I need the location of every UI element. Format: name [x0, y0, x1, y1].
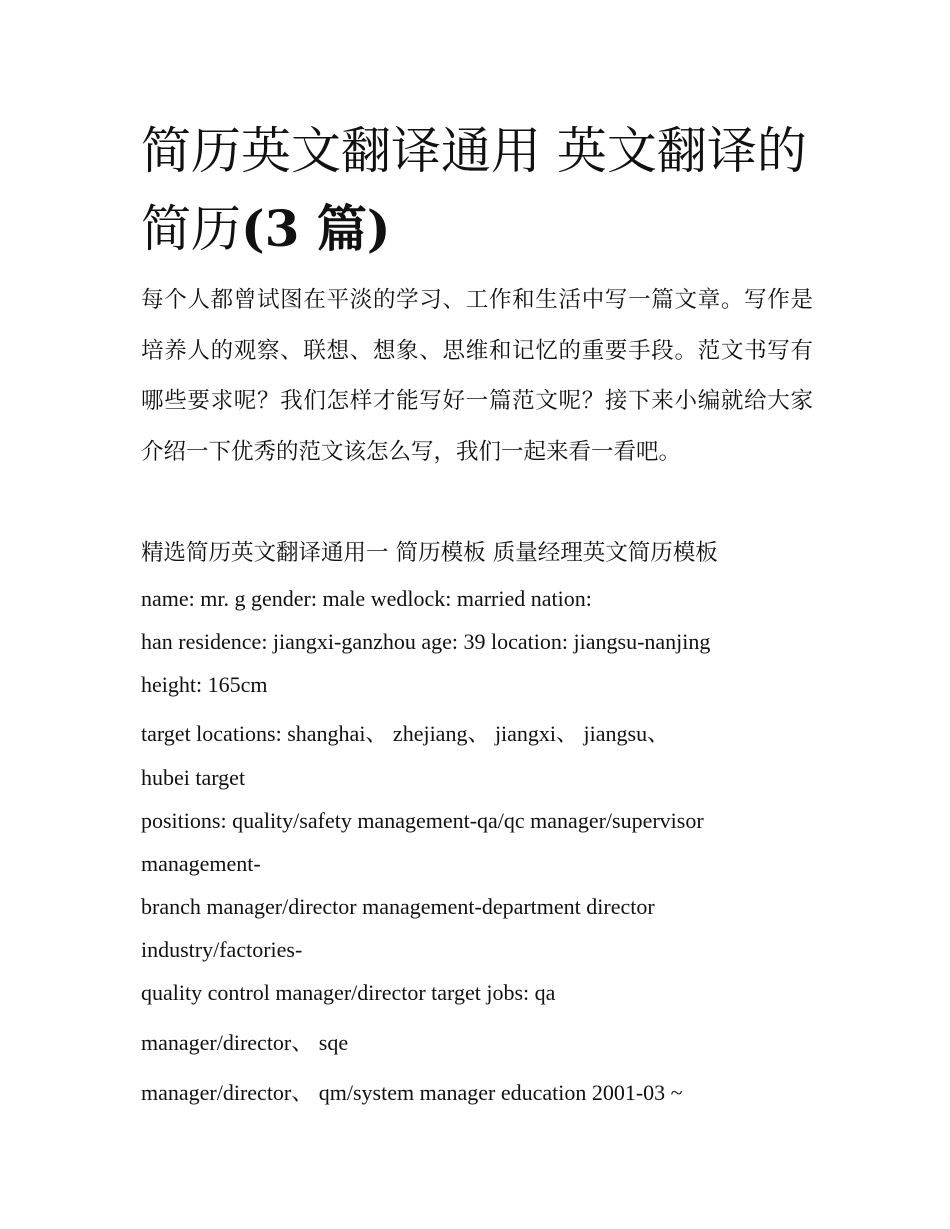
resume-line: quality control manager/director target jobs: qa	[141, 980, 556, 1005]
resume-line: positions: quality/safety management-qa/qc manager/supervisor	[141, 808, 704, 833]
resume-line: name: mr. g gender: male wedlock: married nation:	[141, 586, 592, 611]
resume-line: hubei target	[141, 765, 246, 790]
intro-paragraph: 每个人都曾试图在平淡的学习、工作和生活中写一篇文章。写作是培养人的观察、联想、想象、思维和记忆的重要手段。范文书写有哪些要求呢？我们怎样才能写好一篇范文呢？接下来小编就给大家介绍一下优秀的范文该怎么写，我们一起来看一看吧。	[141, 287, 813, 465]
resume-line: manager/director、 sqe	[141, 1030, 349, 1055]
resume-line: target locations: shanghai、 zhejiang、 jiangxi、 jiangsu、	[141, 721, 670, 746]
title-main: 简历英文翻译通用 英文翻译的简历	[141, 122, 807, 258]
resume-line: han residence: jiangxi-ganzhou age: 39 location: jiangsu-nanjing	[141, 629, 711, 654]
resume-line: management-	[141, 851, 261, 876]
resume-line: height: 165cm	[141, 672, 268, 697]
title-count: (3 篇)	[241, 199, 391, 258]
document-title	[141, 112, 821, 268]
resume-line: branch manager/director management-department director	[141, 894, 655, 919]
section-heading: 精选简历英文翻译通用一 简历模板 质量经理英文简历模板	[141, 540, 718, 566]
resume-line: industry/factories-	[141, 937, 303, 962]
resume-line: manager/director、 qm/system manager education 2001-03 ~	[141, 1080, 683, 1105]
